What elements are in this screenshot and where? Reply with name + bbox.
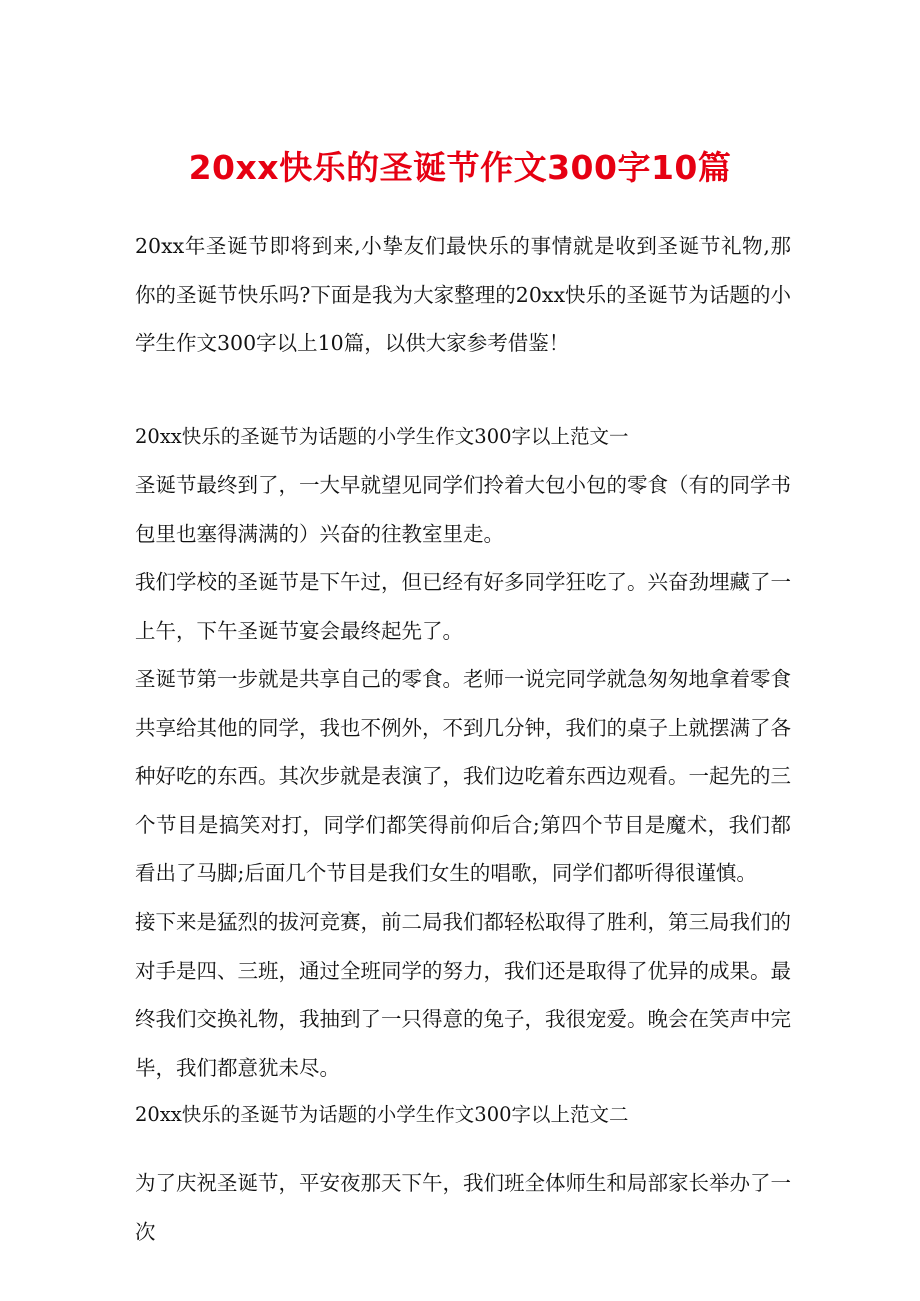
essay-1-paragraph-4: 接下来是猛烈的拔河竞赛，前二局我们都轻松取得了胜利，第三局我们的对手是四、三班，通过全班同学的努力，我们还是取得了优异的成果。最终我们交换礼物，我抽到了一只得意的兔子，我很宠爱。晚会在笑声中完毕，我们都意犹未尽。 [135,910,791,1080]
essay-1-paragraph-3: 圣诞节第一步就是共享自己的零食。老师一说完同学就急匆匆地拿着零食共享给其他的同学，我也不例外，不到几分钟，我们的桌子上就摆满了各种好吃的东西。其次步就是表演了，我们边吃着东西边观看。一起先的三个节目是搞笑对打，同学们都笑得前仰后合;第四个节目是魔术，我们都看出了马脚;后面几个节目是我们女生的唱歌，同学们都听得很谨慎。 [135,667,791,885]
essay-2-paragraph-1: 为了庆祝圣诞节，平安夜那天下午，我们班全体师生和局部家长举办了一次 [135,1171,791,1244]
essay-1-paragraph-2: 我们学校的圣诞节是下午过，但已经有好多同学狂吃了。兴奋劲埋藏了一上午，下午圣诞节宴会最终起先了。 [135,570,791,643]
document-title: 20xx快乐的圣诞节作文300字10篇 [188,148,732,187]
essay-1-heading: 20xx快乐的圣诞节为话题的小学生作文300字以上范文一 [135,425,629,448]
essay-2-heading: 20xx快乐的圣诞节为话题的小学生作文300字以上范文二 [135,1103,629,1126]
intro-paragraph: 20xx年圣诞节即将到来,小挚友们最快乐的事情就是收到圣诞节礼物,那你的圣诞节快乐吗?下面是我为大家整理的20xx快乐的圣诞节为话题的小学生作文300字以上10篇，以供大家参考借鉴！ [135,234,791,355]
essay-1-paragraph-1: 圣诞节最终到了，一大早就望见同学们拎着大包小包的零食（有的同学书包里也塞得满满的）兴奋的往教室里走。 [135,473,791,546]
